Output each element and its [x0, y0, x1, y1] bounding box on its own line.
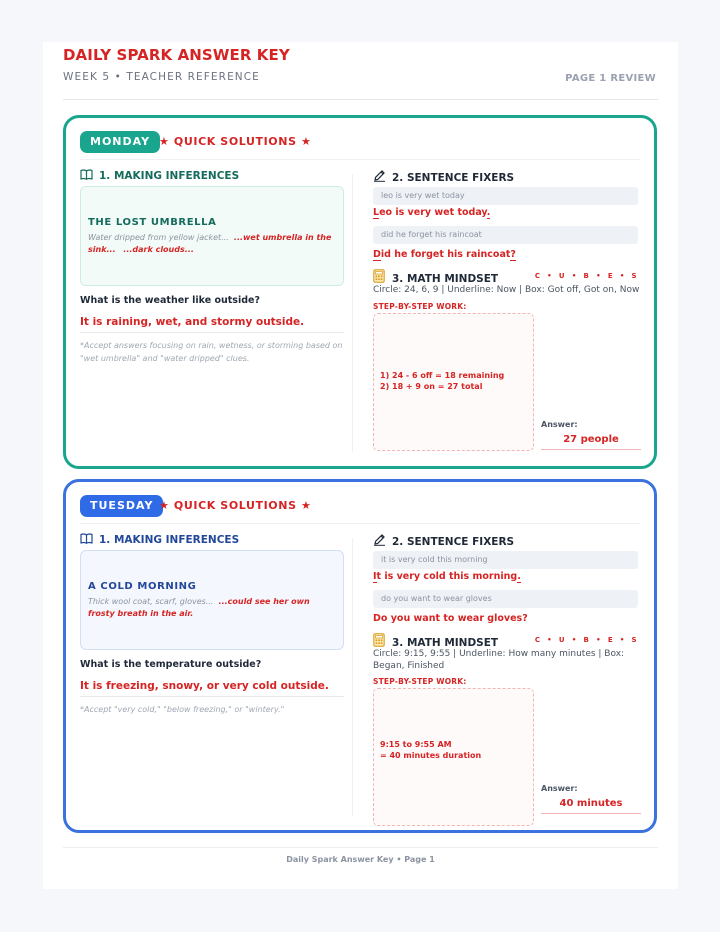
original-sentence: leo is very wet today	[373, 187, 638, 205]
inference-answer: It is freezing, snowy, or very cold outside.	[80, 680, 329, 692]
fixed-sentence	[373, 249, 516, 260]
story-excerpt	[88, 232, 334, 256]
pencil-icon	[373, 533, 387, 549]
sentence-body: o you want to wear gloves	[380, 613, 523, 624]
quick-solutions-label: ★ QUICK SOLUTIONS ★	[159, 135, 312, 148]
step-by-step-label: STEP-BY-STEP WORK:	[373, 677, 467, 686]
step-by-step-label: STEP-BY-STEP WORK:	[373, 302, 467, 311]
day-badge: MONDAY	[80, 131, 160, 153]
fixed-sentence	[373, 571, 521, 582]
fixed-sentence	[373, 207, 490, 218]
column-divider	[352, 538, 353, 816]
answer-label: Answer:	[541, 420, 578, 429]
work-box	[373, 313, 534, 451]
answer-line	[541, 449, 641, 450]
pencil-icon	[373, 169, 387, 185]
story-clue: ...could see her own frosty breath in the air.	[88, 597, 310, 618]
capital-letter: D	[373, 613, 381, 624]
day-badge: TUESDAY	[80, 495, 163, 517]
math-title: 3. MATH MINDSET	[392, 273, 499, 285]
story-clue-2: ...dark clouds...	[123, 245, 194, 254]
footer-divider	[63, 847, 658, 848]
fixers-heading	[373, 169, 514, 185]
answer-line	[80, 696, 344, 697]
inferences-title: 1. MAKING INFERENCES	[99, 534, 240, 546]
work-step: 1) 24 - 6 off = 18 remaining	[380, 371, 505, 380]
page-review-label: PAGE 1 REVIEW	[565, 73, 656, 84]
story-title: THE LOST UMBRELLA	[88, 217, 217, 228]
divider	[80, 523, 640, 524]
sentence-body: id he forget his raincoat	[380, 249, 511, 260]
capital-letter: L	[373, 207, 380, 218]
book-icon	[80, 169, 94, 183]
page-footer: Daily Spark Answer Key • Page 1	[286, 855, 435, 864]
end-punctuation: ?	[510, 249, 516, 260]
cubes-strategy: C • U • B • E • S	[534, 272, 639, 280]
cubes-strategy: C • U • B • E • S	[534, 636, 639, 644]
math-title: 3. MATH MINDSET	[392, 637, 499, 649]
tuesday-card	[63, 479, 657, 833]
sentence-body: eo is very wet today	[379, 207, 487, 218]
quick-solutions-label: ★ QUICK SOLUTIONS ★	[159, 499, 312, 512]
work-box	[373, 688, 534, 826]
fixers-title: 2. SENTENCE FIXERS	[392, 172, 515, 184]
inferences-title: 1. MAKING INFERENCES	[99, 170, 240, 182]
worksheet-page	[43, 42, 678, 889]
teacher-note: *Accept "very cold," "below freezing," or "wintery."	[80, 705, 285, 714]
capital-letter: D	[373, 249, 381, 260]
inference-question: What is the weather like outside?	[80, 295, 260, 306]
inferences-heading	[80, 533, 239, 547]
story-text: Thick wool coat, scarf, gloves...	[88, 597, 214, 606]
page-header	[63, 42, 658, 100]
inference-answer: It is raining, wet, and stormy outside.	[80, 316, 305, 328]
story-box	[80, 550, 344, 650]
original-sentence: do you want to wear gloves	[373, 590, 638, 608]
story-excerpt	[88, 596, 334, 620]
inferences-heading	[80, 169, 239, 183]
end-punctuation: ?	[522, 613, 528, 624]
cubes-annotations: Circle: 24, 6, 9 | Underline: Now | Box: Got off, Got on, Now	[373, 285, 640, 295]
divider	[80, 159, 640, 160]
fixers-heading	[373, 533, 514, 549]
page-title: DAILY SPARK ANSWER KEY	[63, 46, 290, 64]
math-answer: 27 people	[563, 434, 619, 445]
answer-line	[80, 332, 344, 333]
story-title: A COLD MORNING	[88, 581, 197, 592]
story-text: Water dripped from yellow jacket...	[88, 233, 229, 242]
story-box	[80, 186, 344, 286]
inference-question: What is the temperature outside?	[80, 659, 262, 670]
work-step: 2) 18 + 9 on = 27 total	[380, 382, 483, 391]
math-answer: 40 minutes	[559, 798, 623, 809]
teacher-note: *Accept answers focusing on rain, wetness, or storming based on "wet umbrella" and "water dripped" clues.	[80, 341, 343, 363]
original-sentence: did he forget his raincoat	[373, 226, 638, 244]
original-sentence: it is very cold this morning	[373, 551, 638, 569]
fixers-title: 2. SENTENCE FIXERS	[392, 536, 515, 548]
story-clue: ...wet umbrella in the sink...	[88, 233, 332, 254]
work-step: = 40 minutes duration	[380, 751, 482, 760]
work-step: 9:15 to 9:55 AM	[380, 740, 452, 749]
end-punctuation: .	[486, 207, 491, 218]
answer-label: Answer:	[541, 784, 578, 793]
book-icon	[80, 533, 94, 547]
capital-letter: I	[373, 571, 377, 582]
fixed-sentence	[373, 613, 528, 624]
column-divider	[352, 174, 353, 452]
page-subtitle: WEEK 5 • TEACHER REFERENCE	[63, 71, 260, 83]
end-punctuation: .	[517, 571, 521, 582]
answer-line	[541, 813, 641, 814]
monday-card	[63, 115, 657, 469]
sentence-body: t is very cold this morning	[376, 571, 518, 582]
cubes-annotations: Circle: 9:15, 9:55 | Underline: How many minutes | Box: Began, Finished	[373, 649, 625, 671]
